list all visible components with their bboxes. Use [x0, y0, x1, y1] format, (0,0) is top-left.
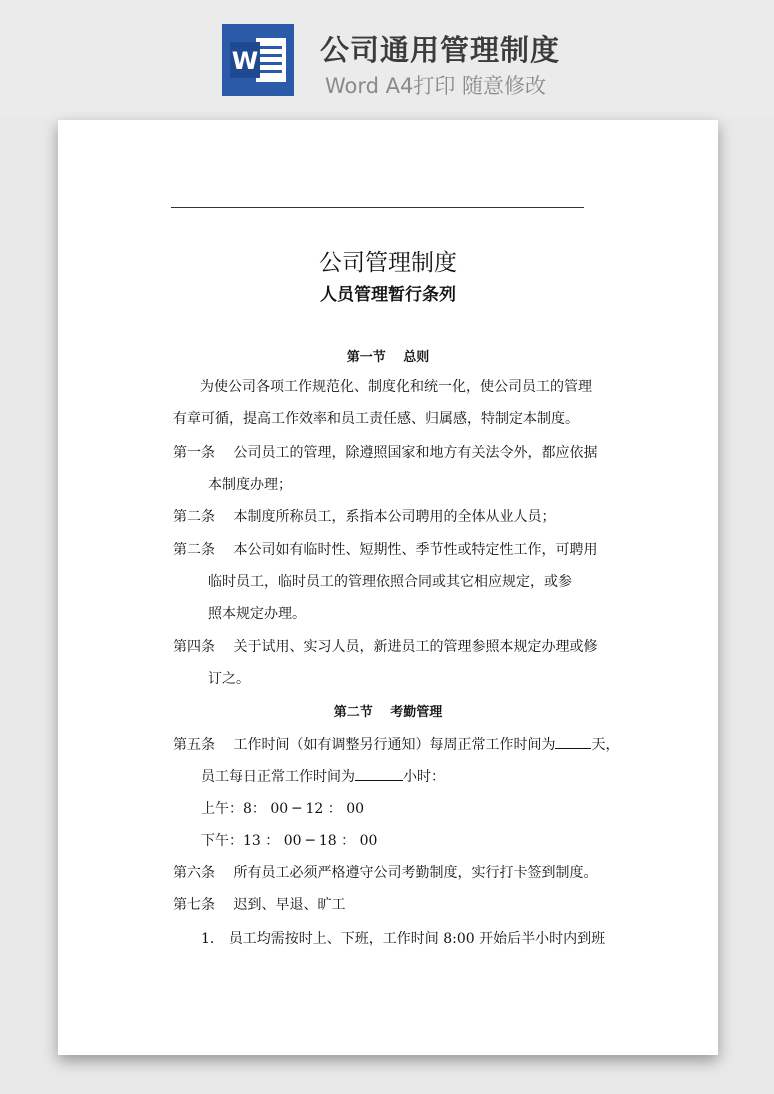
word-icon — [222, 24, 294, 96]
intro-line-2: 有章可循，提高工作效率和员工责任感、归属感，特制定本制度。 — [173, 411, 579, 427]
article-3-cont-1: 临时员工，临时员工的管理依照合同或其它相应规定，或参 — [208, 574, 572, 590]
article-5-text: 工作时间（如有调整另行通知）每周正常工作时间为 — [233, 737, 556, 753]
article-2 — [173, 506, 555, 526]
article-6 — [173, 862, 597, 882]
afternoon-hours: 下午：13 ： 00 ─ 18 ： 00 — [201, 833, 378, 849]
article-5-days: 天， — [591, 737, 620, 753]
article-5-label: 第五条 — [173, 737, 215, 753]
hours-blank — [355, 768, 403, 781]
svg-text:W: W — [231, 47, 259, 75]
article-5-cont-text: 员工每日正常工作时间为 — [201, 769, 355, 785]
article-3 — [173, 539, 597, 559]
doc-subtitle: 人员管理暂行条列 — [320, 285, 456, 305]
header-rule — [171, 207, 584, 208]
article-3-cont-2: 照本规定办理。 — [208, 606, 306, 622]
article-6-text: 所有员工必须严格遵守公司考勤制度，实行打卡签到制度。 — [233, 865, 598, 881]
article-7-label: 第七条 — [173, 897, 215, 913]
doc-title: 公司管理制度 — [319, 250, 457, 276]
article-2-label: 第二条 — [173, 509, 215, 525]
article-4-label: 第四条 — [173, 639, 215, 655]
article-5-hours: 小时： — [403, 769, 445, 785]
list-item-1-text: 员工均需按时上、下班，工作时间 8:00 开始后半小时内到班 — [228, 931, 606, 947]
article-5 — [173, 734, 619, 754]
article-3-text: 本公司如有临时性、短期性、季节性或特定性工作，可聘用 — [233, 542, 598, 558]
article-4-cont: 订之。 — [208, 671, 250, 687]
intro-line-1: 为使公司各项工作规范化、制度化和统一化，使公司员工的管理 — [200, 379, 592, 395]
header-banner — [0, 0, 774, 118]
article-1-cont: 本制度办理； — [208, 477, 292, 493]
list-item-1 — [201, 928, 605, 948]
article-1 — [173, 442, 597, 462]
section-heading-2: 第二节 考勤管理 — [333, 705, 443, 720]
banner-subtitle: Word A4打印 随意修改 — [325, 74, 547, 98]
article-7-text: 迟到、早退、旷工 — [233, 897, 346, 913]
article-1-text: 公司员工的管理，除遵照国家和地方有关法令外，都应依据 — [233, 445, 598, 461]
article-4-text: 关于试用、实习人员，新进员工的管理参照本规定办理或修 — [233, 639, 598, 655]
document-page — [58, 120, 718, 1055]
article-3-label: 第二条 — [173, 542, 215, 558]
article-7 — [173, 894, 345, 914]
list-item-1-number: 1. — [201, 931, 215, 947]
article-1-label: 第一条 — [173, 445, 215, 461]
days-blank — [555, 736, 591, 749]
morning-hours: 上午：8： 00 ─ 12 ： 00 — [201, 801, 365, 817]
article-6-label: 第六条 — [173, 865, 215, 881]
banner-title: 公司通用管理制度 — [320, 33, 561, 67]
article-4 — [173, 636, 597, 656]
section-heading-1: 第一节 总则 — [346, 350, 430, 365]
article-2-text: 本制度所称员工，系指本公司聘用的全体从业人员； — [233, 509, 556, 525]
article-5-cont — [201, 766, 445, 786]
